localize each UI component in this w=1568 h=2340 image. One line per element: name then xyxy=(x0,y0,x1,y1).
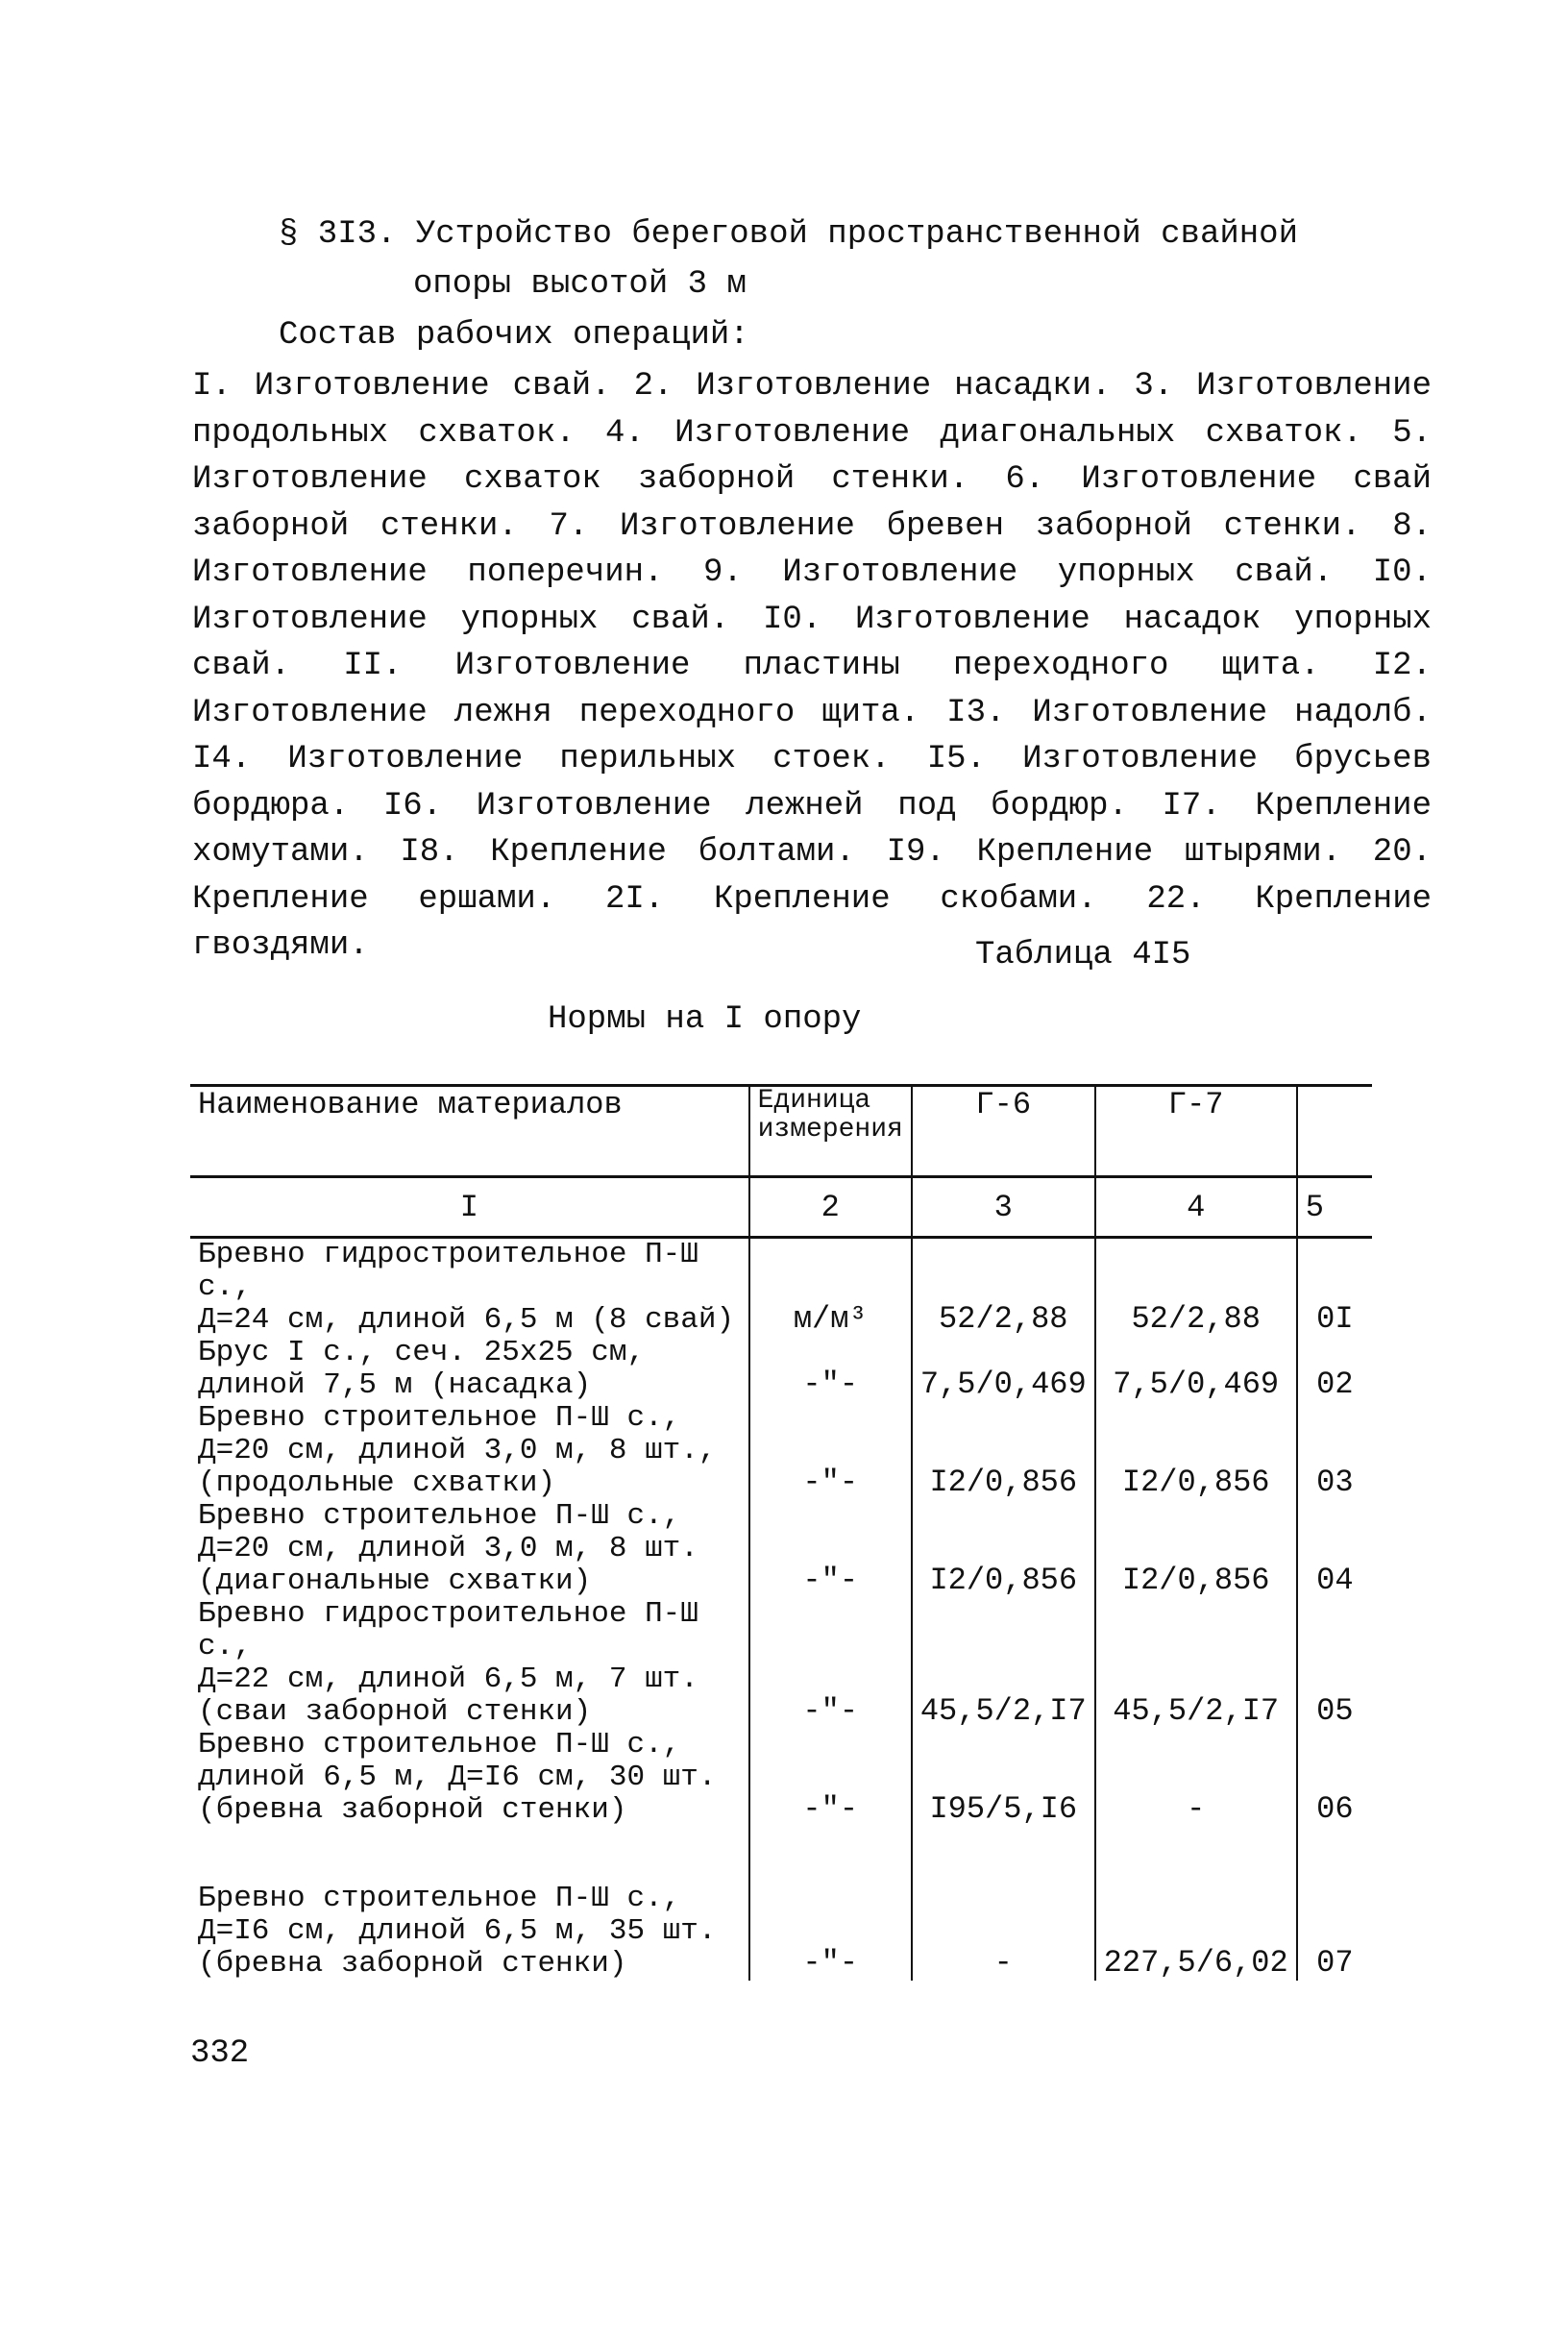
table-row xyxy=(190,1238,1372,1338)
code-cell: 03 xyxy=(1297,1402,1372,1500)
code-cell: 0I xyxy=(1297,1238,1372,1338)
norms-table xyxy=(190,1084,1372,1981)
table-caption: Таблица 4I5 xyxy=(975,937,1191,973)
material-name-line: длиной 6,5 м, Д=I6 см, 30 шт. xyxy=(198,1761,717,1794)
code-cell: 02 xyxy=(1297,1337,1372,1402)
table-row xyxy=(190,1598,1372,1729)
unit-cell: -"- xyxy=(749,1598,912,1729)
column-number: 3 xyxy=(912,1177,1095,1238)
material-name-line: Бревно гидростроительное П-Ш с., xyxy=(198,1238,698,1304)
material-name-line: Бревно гидростроительное П-Ш с., xyxy=(198,1597,698,1663)
table-row xyxy=(190,1729,1372,1827)
unit-cell: -"- xyxy=(749,1402,912,1500)
material-name-line: (сваи заборной стенки) xyxy=(198,1695,592,1729)
column-number-row xyxy=(190,1177,1372,1238)
table-body xyxy=(190,1238,1372,1982)
table-row xyxy=(190,1337,1372,1402)
operations-text: I. Изготовление свай. 2. Изготовление насадки. 3. Изготовление продольных схваток. 4. Изготовление диагональных схваток. 5. Изготовление схваток заборной стенки. 6. Изготовление свай заборной стенки. 7. Изготовление бревен заборной стенки. 8. Изготовление поперечин. 9. Изготовление упорных свай. I0. Изготовление упорных свай. I0. Изготовление насадок упорных свай. II. Изготовление пластины переходного щита. I2. Изготовление лежня переходного щита. I3. Изготовление надолб. I4. Изготовление перильных стоек. I5. Изготовление брусьев бордюра. I6. Изготовление лежней под бордюр. I7. Крепление хомутами. I8. Крепление болтами. I9. Крепление штырями. 20. Крепление ершами. 2I. Крепление скобами. 22. Крепление гвоздями. xyxy=(192,368,1432,964)
unit-cell: -"- xyxy=(749,1729,912,1827)
g6-cell: I95/5,I6 xyxy=(912,1729,1095,1827)
column-number: 4 xyxy=(1095,1177,1297,1238)
material-name xyxy=(190,1337,749,1402)
column-number: 5 xyxy=(1297,1177,1372,1238)
material-name xyxy=(190,1402,749,1500)
material-name xyxy=(190,1827,749,1981)
section-title-line2: опоры высотой 3 м xyxy=(413,266,747,303)
header-g7: Г-7 xyxy=(1095,1086,1297,1177)
material-name-line: Бревно строительное П-Ш с., xyxy=(198,1499,681,1533)
material-name xyxy=(190,1729,749,1827)
header-unit-line1: Единица xyxy=(757,1086,871,1116)
table-row xyxy=(190,1827,1372,1981)
header-name: Наименование материалов xyxy=(190,1086,749,1177)
material-name-line: Бревно строительное П-Ш с., xyxy=(198,1882,681,1915)
material-name xyxy=(190,1598,749,1729)
g6-cell: 52/2,88 xyxy=(912,1238,1095,1338)
code-cell: 05 xyxy=(1297,1598,1372,1729)
section-title-line1: § 3I3. Устройство береговой пространственной свайной xyxy=(279,216,1298,253)
material-name-line: Бревно строительное П-Ш с., xyxy=(198,1401,681,1435)
g6-cell: 7,5/0,469 xyxy=(912,1337,1095,1402)
operations-heading: Состав рабочих операций: xyxy=(279,317,749,354)
page-number: 332 xyxy=(190,2035,250,2072)
column-number: I xyxy=(190,1177,749,1238)
g7-cell: 227,5/6,02 xyxy=(1095,1827,1297,1981)
material-name xyxy=(190,1500,749,1598)
g7-cell: 45,5/2,I7 xyxy=(1095,1598,1297,1729)
material-name-line: (бревна заборной стенки) xyxy=(198,1793,627,1827)
header-g6: Г-6 xyxy=(912,1086,1095,1177)
material-name-line: Брус I с., сеч. 25х25 см, xyxy=(198,1336,646,1369)
material-name-line: (бревна заборной стенки) xyxy=(198,1947,627,1981)
g7-cell: - xyxy=(1095,1729,1297,1827)
unit-cell: м/м³ xyxy=(749,1238,912,1338)
code-cell: 07 xyxy=(1297,1827,1372,1981)
table-header-row xyxy=(190,1086,1372,1177)
material-name-line: Д=24 см, длиной 6,5 м (8 свай) xyxy=(198,1303,735,1337)
g7-cell: 7,5/0,469 xyxy=(1095,1337,1297,1402)
material-name-line: Бревно строительное П-Ш с., xyxy=(198,1728,681,1761)
unit-cell: -"- xyxy=(749,1827,912,1981)
g6-cell: 45,5/2,I7 xyxy=(912,1598,1095,1729)
table-row xyxy=(190,1500,1372,1598)
g6-cell: I2/0,856 xyxy=(912,1500,1095,1598)
code-cell: 04 xyxy=(1297,1500,1372,1598)
header-unit xyxy=(749,1086,912,1177)
g7-cell: 52/2,88 xyxy=(1095,1238,1297,1338)
code-cell: 06 xyxy=(1297,1729,1372,1827)
material-name-line: Д=22 см, длиной 6,5 м, 7 шт. xyxy=(198,1663,698,1696)
g6-cell: I2/0,856 xyxy=(912,1402,1095,1500)
unit-cell: -"- xyxy=(749,1500,912,1598)
table-subtitle: Нормы на I опору xyxy=(548,1001,862,1038)
g7-cell: I2/0,856 xyxy=(1095,1402,1297,1500)
section-title xyxy=(279,209,1298,309)
table-row xyxy=(190,1402,1372,1500)
g6-cell: - xyxy=(912,1827,1095,1981)
material-name-line: Д=20 см, длиной 3,0 м, 8 шт., xyxy=(198,1434,717,1467)
material-name-line: (диагональные схватки) xyxy=(198,1564,592,1598)
material-name xyxy=(190,1238,749,1338)
column-number: 2 xyxy=(749,1177,912,1238)
material-name-line: Д=I6 см, длиной 6,5 м, 35 шт. xyxy=(198,1914,717,1948)
material-name-line: (продольные схватки) xyxy=(198,1466,556,1500)
unit-cell: -"- xyxy=(749,1337,912,1402)
material-name-line: длиной 7,5 м (насадка) xyxy=(198,1368,592,1402)
g7-cell: I2/0,856 xyxy=(1095,1500,1297,1598)
material-name-line: Д=20 см, длиной 3,0 м, 8 шт. xyxy=(198,1532,698,1565)
header-unit-line2: измерения xyxy=(757,1115,903,1145)
header-code xyxy=(1297,1086,1372,1177)
